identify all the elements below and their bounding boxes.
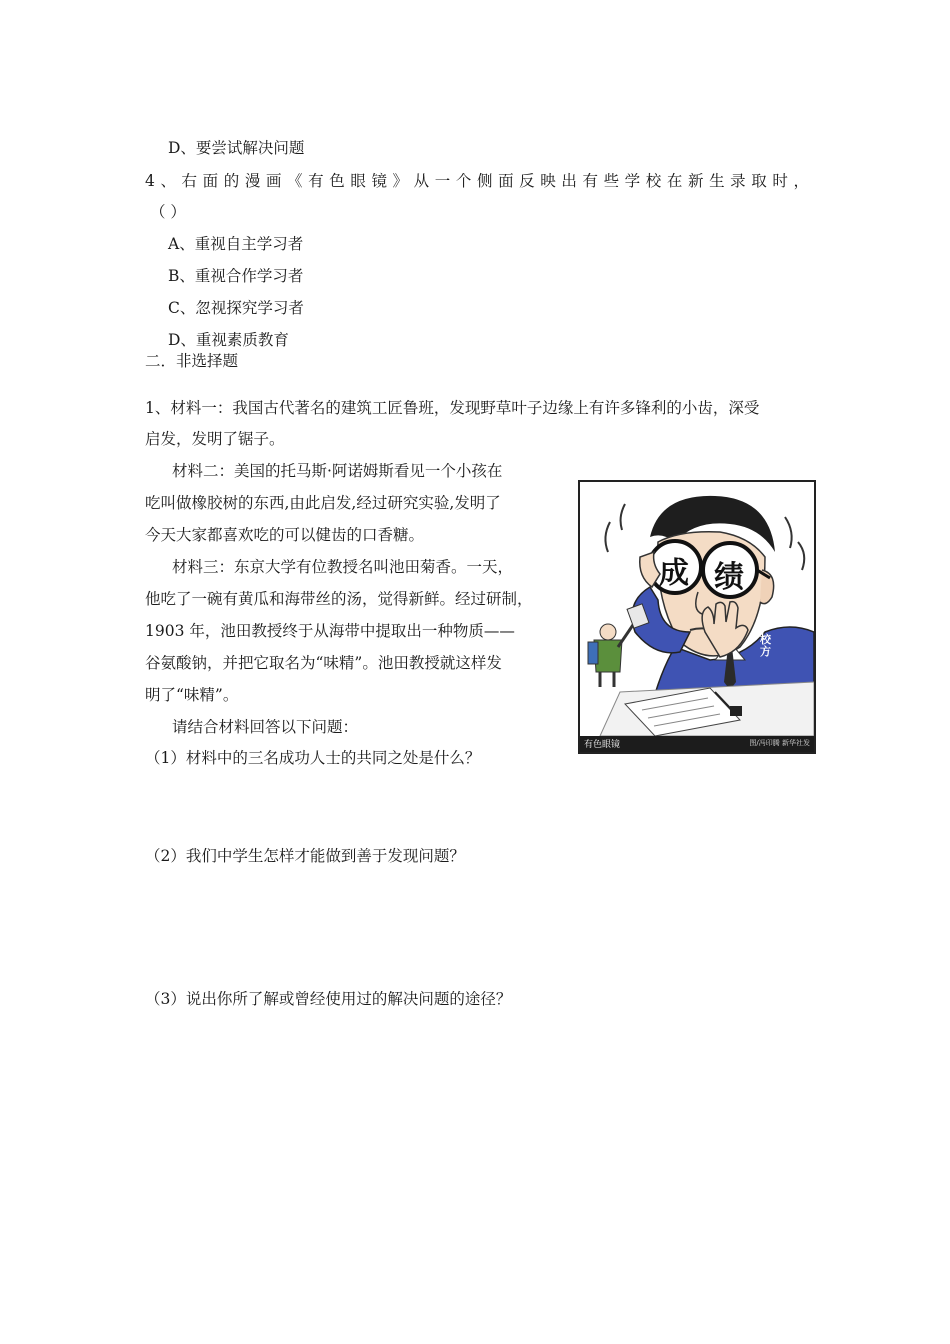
q4-answer-blank: （ ）: [150, 203, 186, 221]
material1-line2: 启发，发明了锯子。: [145, 430, 285, 448]
section2-title: 二．非选择题: [145, 352, 239, 370]
question-2: （2）我们中学生怎样才能做到善于发现问题？: [145, 847, 465, 865]
material1-line1: 1、材料一：我国古代著名的建筑工匠鲁班，发现野草叶子边缘上有许多锋利的小齿，深受: [145, 399, 760, 417]
material2-line2: 吃叫做橡胶树的东西,由此启发,经过研究实验,发明了: [145, 494, 501, 512]
q4-stem: 4、右面的漫画《有色眼镜》从一个侧面反映出有些学校在新生录取时，: [145, 172, 815, 190]
q4-option-d: D、重视素质教育: [168, 331, 289, 349]
question-3: （3）说出你所了解或曾经使用过的解决问题的途径？: [145, 990, 512, 1008]
question-1: （1）材料中的三名成功人士的共同之处是什么？: [145, 749, 481, 767]
cartoon-caption: 有色眼镜: [584, 740, 621, 750]
questions-prompt: 请结合材料回答以下问题：: [172, 718, 359, 736]
cartoon-caption-bar: [580, 736, 814, 752]
q3-option-d: D、要尝试解决问题: [168, 139, 305, 157]
material3-line3: 1903 年，池田教授终于从海带中提取出一种物质——: [145, 622, 515, 640]
q4-option-b: B、重视合作学习者: [168, 267, 304, 285]
q4-option-c: C、忽视探究学习者: [168, 299, 304, 317]
cartoon-colored-glasses: [578, 480, 816, 754]
cartoon-illustration: [580, 482, 814, 752]
material3-line5: 明了“味精”。: [145, 686, 239, 704]
material3-line4: 谷氨酸钠，并把它取名为“味精”。池田教授就这样发: [145, 654, 502, 672]
material3-line1: 材料三：东京大学有位教授名叫池田菊香。一天，: [172, 558, 514, 576]
material3-line2: 他吃了一碗有黄瓜和海带丝的汤，觉得新鲜。经过研制，: [145, 590, 533, 608]
material2-line3: 今天大家都喜欢吃的可以健齿的口香糖。: [145, 526, 425, 544]
glasses-text-right: 绩: [714, 560, 744, 595]
glasses-text-left: 成: [659, 556, 689, 591]
q4-option-a: A、重视自主学习者: [168, 235, 304, 253]
cartoon-credit: 图/冯印腾 新华社发: [749, 739, 810, 747]
sleeve-label: 校方: [760, 633, 771, 658]
material2-line1: 材料二：美国的托马斯·阿诺姆斯看见一个小孩在: [172, 462, 503, 480]
